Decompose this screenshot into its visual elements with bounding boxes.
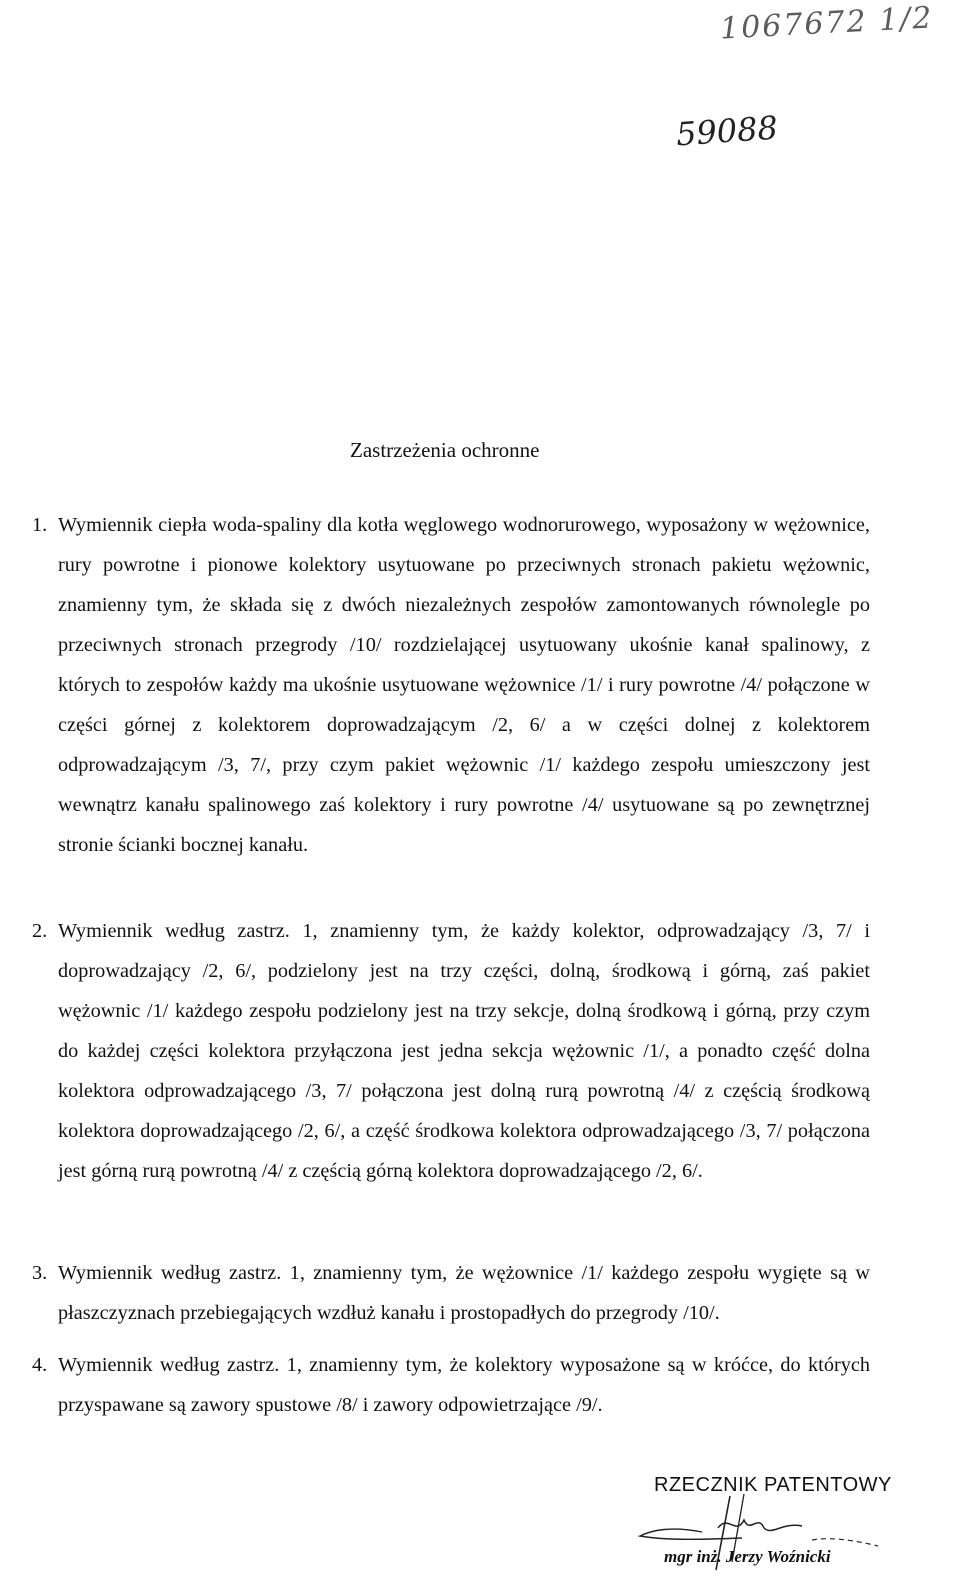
page-title: Zastrzeżenia ochronne [350, 438, 540, 462]
claim-text: Wymiennik według zastrz. 1, znamienny tym, że wężownice /1/ każdego zespołu wygięte są w płaszczyznach przebiegających wzdłuż kanału i prostopadłych do przegrody /10/. [58, 1262, 870, 1324]
claim-4 [32, 1345, 870, 1425]
claim-text: Wymiennik ciepła woda-spaliny dla kotła węglowego wodnorurowego, wyposażony w wężownice, rury powrotne i pionowe kolektory usytuowane po przeciwnych stronach pakietu wężownic, znamienny tym, że składa się z dwóch niezależnych zespołów zamontowanych równolegle po przeciwnych stronach przegrody /10/ rozdzielającej usytuowany ukośnie kanał spalinowy, z których to zespołów każdy ma ukośnie usytuowane wężownice /1/ i rury powrotne /4/ połączone w części górnej z kolektorem doprowadzającym /2, 6/ a w części dolnej z kolektorem odprowadzającym /3, 7/, przy czym pakiet wężownic /1/ każdego zespołu umieszczony jest wewnątrz kanału spalinowego zaś kolektory i rury powrotne /4/ usytuowane są po zewnętrznej stronie ścianki bocznej kanału. [58, 514, 870, 856]
claim-number: 1. [32, 514, 48, 536]
claim-text: Wymiennik według zastrz. 1, znamienny tym, że każdy kolektor, odprowadzający /3, 7/ i doprowadzający /2, 6/, podzielony jest na trzy części, dolną, środkową i górną, zaś pakiet wężownic /1/ każdego zespołu podzielony jest na trzy sekcje, dolną środkową i górną, przy czym do każdej części kolektora przyłączona jest jedna sekcja wężownic /1/, a ponadto część dolna kolektora odprowadzającego /3, 7/ połączona jest dolną rurą powrotną /4/ z częścią środkową kolektora doprowadzającego /2, 6/, a część środkowa kolektora odprowadzającego /3, 7/ połączona jest górną rurą powrotną /4/ z częścią górną kolektora doprowadzającego /2, 6/. [58, 920, 870, 1182]
stamp-name: mgr inż. Jerzy Woźnicki [664, 1547, 831, 1566]
claim-text: Wymiennik według zastrz. 1, znamienny tym, że kolektory wyposażone są w króćce, do których przyspawane są zawory spustowe /8/ i zawory odpowietrzające /9/. [58, 1354, 870, 1416]
claim-number: 2. [32, 920, 48, 942]
claim-number: 4. [32, 1354, 48, 1376]
attorney-stamp [632, 1470, 912, 1576]
claim-number: 3. [32, 1262, 48, 1284]
stamp-title: RZECZNIK PATENTOWY [654, 1474, 892, 1496]
handwritten-reference: 1067672 1/2 [719, 0, 935, 47]
handwritten-number: 59088 [674, 108, 779, 154]
claim-1 [32, 505, 870, 865]
claim-3 [32, 1253, 870, 1333]
claim-2 [32, 911, 870, 1191]
